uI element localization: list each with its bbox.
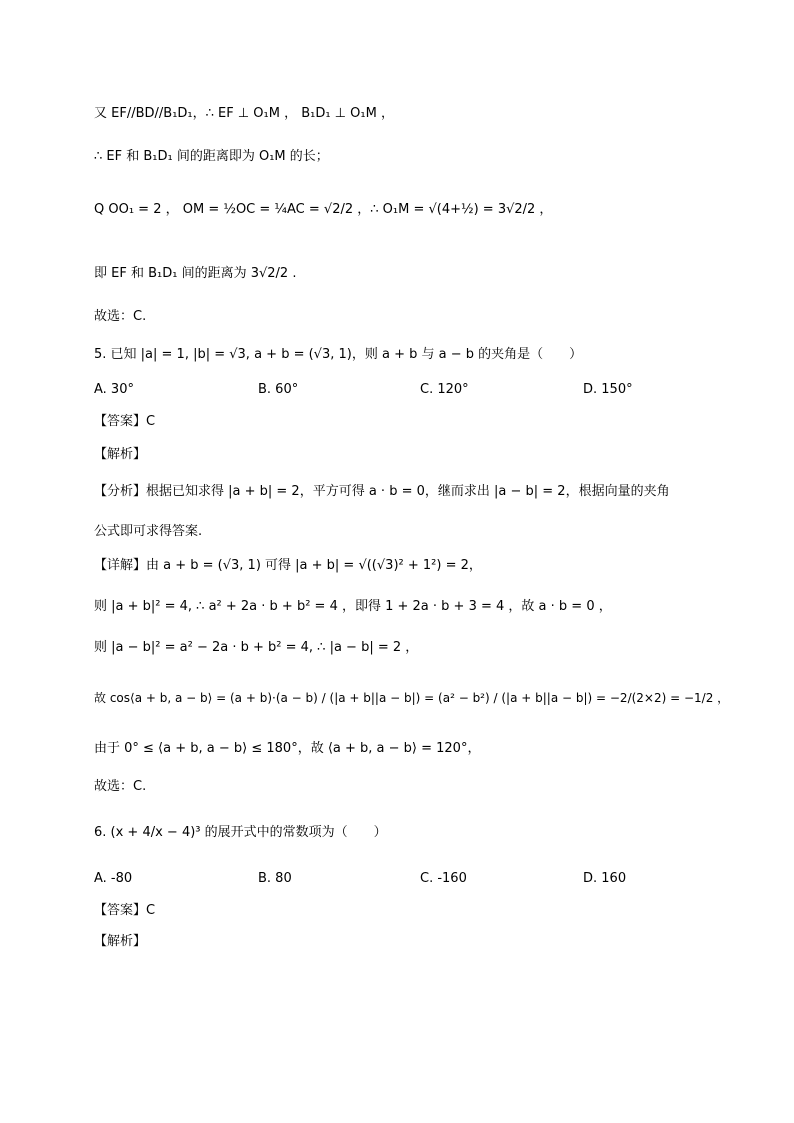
text-line-1: 又 EF//BD//B₁D₁，∴ EF ⊥ O₁M ， B₁D₁ ⊥ O₁M ， <box>94 106 394 121</box>
detail-line-4: 故 cos⟨a + b, a − b⟩ = (a + b)·(a − b) / (|a + b||a − b|) = (a² − b²) / (|a + b||a − b|) = −2/(2×2) = −1/2 ， <box>94 691 730 705</box>
formula-line-3: Q OO₁ = 2 ， OM = ½OC = ¼AC = √2/2 ，∴ O₁M = √(4+½) = 3√2/2 ， <box>94 202 553 217</box>
detail-line-2: 则 |a + b|² = 4, ∴ a² + 2a · b + b² = 4 ，即得 1 + 2a · b + 3 = 4 ，故 a · b = 0 ， <box>94 599 612 614</box>
q6-option-b: B. 80 <box>258 871 292 886</box>
text-line-4: 即 EF 和 B₁D₁ 间的距离为 3√2/2 . <box>94 266 297 281</box>
question-5: 5. 已知 |a| = 1, |b| = √3, a + b = (√3, 1)，则 a + b 与 a − b 的夹角是（ ） <box>94 347 583 362</box>
answer-label-6: 【答案】C <box>94 903 156 918</box>
q6-option-c: C. -160 <box>420 871 467 886</box>
q6-option-a: A. -80 <box>94 871 133 886</box>
detail-line-3: 则 |a − b|² = a² − 2a · b + b² = 4, ∴ |a − b| = 2 ， <box>94 640 419 655</box>
detail-line-1: 【详解】由 a + b = (√3, 1) 可得 |a + b| = √((√3)² + 1²) = 2， <box>94 558 482 573</box>
detail-line-5: 由于 0° ≤ ⟨a + b, a − b⟩ ≤ 180°，故 ⟨a + b, a − b⟩ = 120°， <box>94 741 481 756</box>
q5-option-b: B. 60° <box>258 382 299 397</box>
q6-option-d: D. 160 <box>583 871 627 886</box>
analysis-text-5-cont: 公式即可求得答案. <box>94 524 203 539</box>
choice-result-2: 故选：C. <box>94 779 147 794</box>
q5-option-a: A. 30° <box>94 382 134 397</box>
analysis-label-6: 【解析】 <box>94 934 147 949</box>
analysis-text-5: 【分析】根据已知求得 |a + b| = 2，平方可得 a · b = 0，继而求出 |a − b| = 2，根据向量的夹角 <box>94 484 670 499</box>
question-6: 6. (x + 4/x − 4)³ 的展开式中的常数项为（ ） <box>94 825 387 840</box>
answer-label-5: 【答案】C <box>94 414 156 429</box>
q5-option-c: C. 120° <box>420 382 469 397</box>
q5-option-d: D. 150° <box>583 382 633 397</box>
choice-result-1: 故选：C. <box>94 309 147 324</box>
text-line-2: ∴ EF 和 B₁D₁ 间的距离即为 O₁M 的长； <box>94 149 329 164</box>
analysis-label-5: 【解析】 <box>94 447 147 462</box>
